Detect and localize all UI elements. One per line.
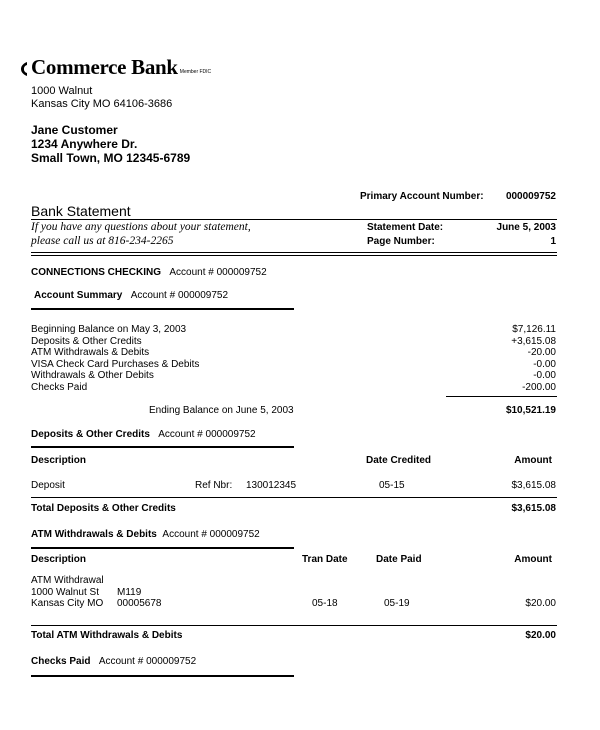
atm-row-line2b: M119 bbox=[117, 587, 142, 598]
checking-heading-label: CONNECTIONS CHECKING bbox=[31, 267, 162, 278]
atm-col-date-paid: Date Paid bbox=[376, 554, 422, 565]
deposit-row-ref-value: 130012345 bbox=[246, 480, 297, 491]
atm-total-label: Total ATM Withdrawals & Debits bbox=[31, 630, 183, 641]
ending-balance-value: $10,521.19 bbox=[505, 405, 556, 416]
deposit-row-ref-label: Ref Nbr: bbox=[195, 480, 233, 491]
atm-row-date-paid: 05-19 bbox=[384, 598, 410, 609]
summary-total-rule bbox=[446, 396, 557, 397]
checks-heading-underline bbox=[31, 675, 294, 677]
atm-heading-underline bbox=[31, 547, 294, 549]
checking-account: Account # 000009752 bbox=[169, 267, 267, 278]
summary-row-value: -0.00 bbox=[533, 358, 556, 370]
deposits-col-amount: Amount bbox=[514, 455, 552, 466]
atm-heading bbox=[31, 529, 260, 540]
summary-heading bbox=[34, 290, 228, 301]
bank-logo-mark-icon bbox=[20, 61, 28, 77]
atm-row-amount: $20.00 bbox=[525, 598, 556, 609]
customer-address-line2: Small Town, MO 12345-6789 bbox=[31, 151, 191, 165]
atm-total-rule bbox=[31, 625, 557, 626]
deposits-heading-underline bbox=[31, 446, 294, 448]
atm-col-amount: Amount bbox=[514, 554, 552, 565]
summary-row-value: $7,126.11 bbox=[512, 324, 556, 335]
statement-note-line1: If you have any questions about your statement, bbox=[31, 221, 251, 233]
atm-col-tran-date: Tran Date bbox=[302, 554, 348, 565]
primary-account-value: 000009752 bbox=[505, 191, 556, 202]
title-divider bbox=[31, 219, 557, 220]
bank-address-line1: 1000 Walnut bbox=[31, 85, 93, 97]
summary-values bbox=[511, 324, 556, 393]
header-divider-2 bbox=[31, 255, 557, 256]
summary-row-value: +3,615.08 bbox=[511, 335, 556, 347]
primary-account-label: Primary Account Number: bbox=[360, 191, 484, 202]
checks-heading bbox=[31, 656, 196, 667]
summary-row-label: Checks Paid bbox=[31, 381, 88, 393]
page-number-label: Page Number: bbox=[367, 236, 435, 247]
deposit-row-amount: $3,615.08 bbox=[511, 480, 556, 491]
bank-name: Commerce Bank bbox=[31, 55, 178, 79]
deposits-total-value: $3,615.08 bbox=[511, 503, 556, 514]
customer-name: Jane Customer bbox=[31, 123, 118, 137]
summary-row-label: ATM Withdrawals & Debits bbox=[31, 347, 150, 358]
summary-row-label: VISA Check Card Purchases & Debits bbox=[31, 358, 200, 370]
statement-date-label: Statement Date: bbox=[367, 222, 444, 233]
atm-row-tran-date: 05-18 bbox=[312, 598, 338, 609]
bank-logo bbox=[20, 57, 211, 77]
atm-row-line1: ATM Withdrawal bbox=[31, 575, 104, 586]
deposits-heading bbox=[31, 429, 256, 440]
summary-row-value: -200.00 bbox=[522, 381, 556, 393]
summary-row-label: Withdrawals & Other Debits bbox=[31, 370, 154, 381]
summary-heading-label: Account Summary bbox=[34, 290, 123, 301]
summary-row-value: -20.00 bbox=[527, 347, 556, 358]
summary-row-label: Deposits & Other Credits bbox=[31, 335, 142, 347]
atm-heading-label: ATM Withdrawals & Debits bbox=[31, 529, 157, 540]
checks-heading-label: Checks Paid bbox=[31, 656, 91, 667]
atm-account: Account # 000009752 bbox=[162, 529, 260, 540]
deposits-total-label: Total Deposits & Other Credits bbox=[31, 503, 176, 514]
atm-col-description: Description bbox=[31, 554, 87, 565]
atm-row-line3b: 00005678 bbox=[117, 598, 162, 609]
deposits-total-rule bbox=[31, 497, 557, 498]
deposits-col-description: Description bbox=[31, 455, 87, 466]
ending-balance-label: Ending Balance on June 5, 2003 bbox=[149, 405, 294, 416]
customer-address-line1: 1234 Anywhere Dr. bbox=[31, 137, 138, 151]
summary-account: Account # 000009752 bbox=[130, 290, 229, 301]
summary-labels bbox=[31, 324, 199, 393]
statement-title: Bank Statement bbox=[31, 203, 131, 219]
checking-heading bbox=[31, 267, 267, 278]
atm-row-line3a: Kansas City MO bbox=[31, 598, 104, 609]
summary-heading-underline bbox=[31, 308, 294, 310]
statement-note-line2: please call us at 816-234-2265 bbox=[31, 235, 174, 247]
summary-row-label: Beginning Balance on May 3, 2003 bbox=[31, 324, 187, 335]
deposit-row-description: Deposit bbox=[31, 480, 65, 491]
statement-date-value: June 5, 2003 bbox=[496, 222, 556, 233]
checks-account: Account # 000009752 bbox=[98, 656, 197, 667]
summary-row-value: -0.00 bbox=[533, 370, 556, 381]
bank-address-line2: Kansas City MO 64106-3686 bbox=[31, 98, 173, 110]
atm-row-line2a: 1000 Walnut St bbox=[31, 587, 100, 598]
deposits-account: Account # 000009752 bbox=[158, 429, 256, 440]
deposit-row-date: 05-15 bbox=[379, 480, 405, 491]
deposits-col-date: Date Credited bbox=[366, 455, 432, 466]
page-number-value: 1 bbox=[550, 236, 556, 247]
deposits-heading-label: Deposits & Other Credits bbox=[31, 429, 150, 440]
atm-total-value: $20.00 bbox=[525, 630, 556, 641]
fdic-label: Member FDIC bbox=[179, 69, 212, 75]
header-divider-1 bbox=[31, 252, 557, 253]
